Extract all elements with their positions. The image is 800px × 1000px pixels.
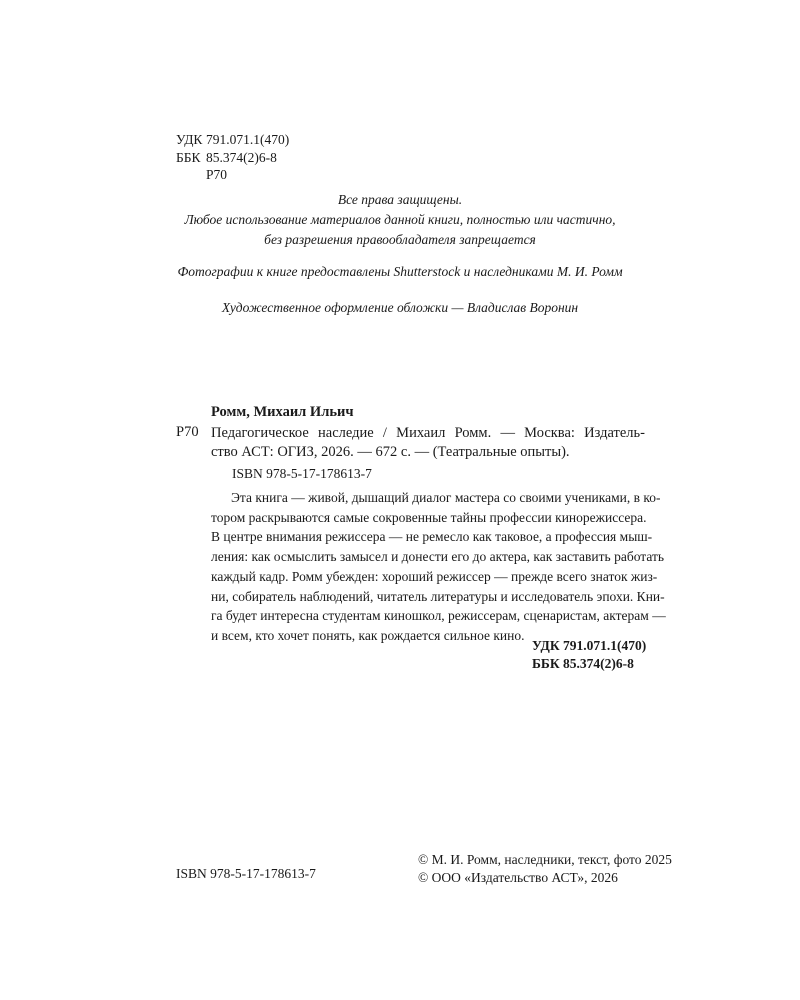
rights-line-1: Все права защищены. bbox=[337, 192, 463, 207]
copyright-block bbox=[418, 851, 672, 887]
udk-value: 791.071.1(470) bbox=[206, 132, 290, 147]
cover-design-credit: Художественное оформление обложки — Владислав Воронин bbox=[221, 300, 579, 315]
rights-notice bbox=[0, 190, 800, 250]
udk-label: УДК bbox=[176, 132, 203, 147]
author-mark: Р70 bbox=[176, 424, 199, 440]
copyright-author: © М. И. Ромм, наследники, текст, фото 2025 bbox=[418, 852, 672, 867]
annotation-line: ления: как осмыслить замысел и донести его до актера, как заставить работать bbox=[211, 549, 665, 565]
isbn-record: ISBN 978-5-17-178613-7 bbox=[232, 466, 372, 481]
bbk-label: ББК bbox=[176, 149, 201, 165]
copyright-publisher: © ООО «Издательство АСТ», 2026 bbox=[418, 870, 618, 885]
bbk-value: 85.374(2)6-8 bbox=[206, 149, 277, 165]
bbk-bottom: ББК 85.374(2)6-8 bbox=[532, 656, 634, 671]
udk-bottom: УДК 791.071.1(470) bbox=[532, 638, 647, 653]
bib-description-line-1: Педагогическое наследие / Михаил Ромм. — Москва: Издатель- bbox=[211, 425, 645, 441]
bib-description-line-2: ство АСТ: ОГИЗ, 2026. — 672 с. — (Театральные опыты). bbox=[211, 444, 570, 460]
annotation bbox=[211, 488, 666, 646]
annotation-line: га будет интересна студентам киношкол, режиссерам, сценаристам, актерам — bbox=[211, 608, 666, 624]
udk-row bbox=[176, 131, 289, 149]
isbn-footer: ISBN 978-5-17-178613-7 bbox=[176, 866, 316, 881]
annotation-line: каждый кадр. Ромм убежден: хороший режиссер — прежде всего знаток жиз- bbox=[211, 568, 658, 584]
classification-bottom bbox=[532, 637, 646, 673]
annotation-line: тором раскрываются самые сокровенные тайны профессии кинорежиссера. bbox=[211, 509, 647, 525]
annotation-line: Эта книга — живой, дышащий диалог мастера со своими учениками, в ко- bbox=[231, 490, 661, 505]
annotation-line: ни, собиратель наблюдений, читатель литературы и исследователь эпохи. Кни- bbox=[211, 588, 665, 604]
author-mark-row bbox=[176, 166, 289, 184]
classification-top bbox=[176, 131, 289, 184]
rights-line-2: Любое использование материалов данной книги, полностью или частично, bbox=[184, 212, 616, 227]
rights-line-3: без разрешения правообладателя запрещается bbox=[264, 232, 536, 247]
annotation-line: В центре внимания режиссера — не ремесло как таковое, а профессия мыш- bbox=[211, 529, 653, 545]
annotation-line: и всем, кто хочет понять, как рождается сильное кино. bbox=[211, 627, 525, 643]
author-heading: Ромм, Михаил Ильич bbox=[211, 404, 354, 420]
photo-credit: Фотографии к книге предоставлены Shutterstock и наследниками М. И. Ромм bbox=[177, 264, 623, 279]
author-mark-top: Р70 bbox=[206, 167, 228, 182]
bbk-row bbox=[176, 149, 289, 167]
